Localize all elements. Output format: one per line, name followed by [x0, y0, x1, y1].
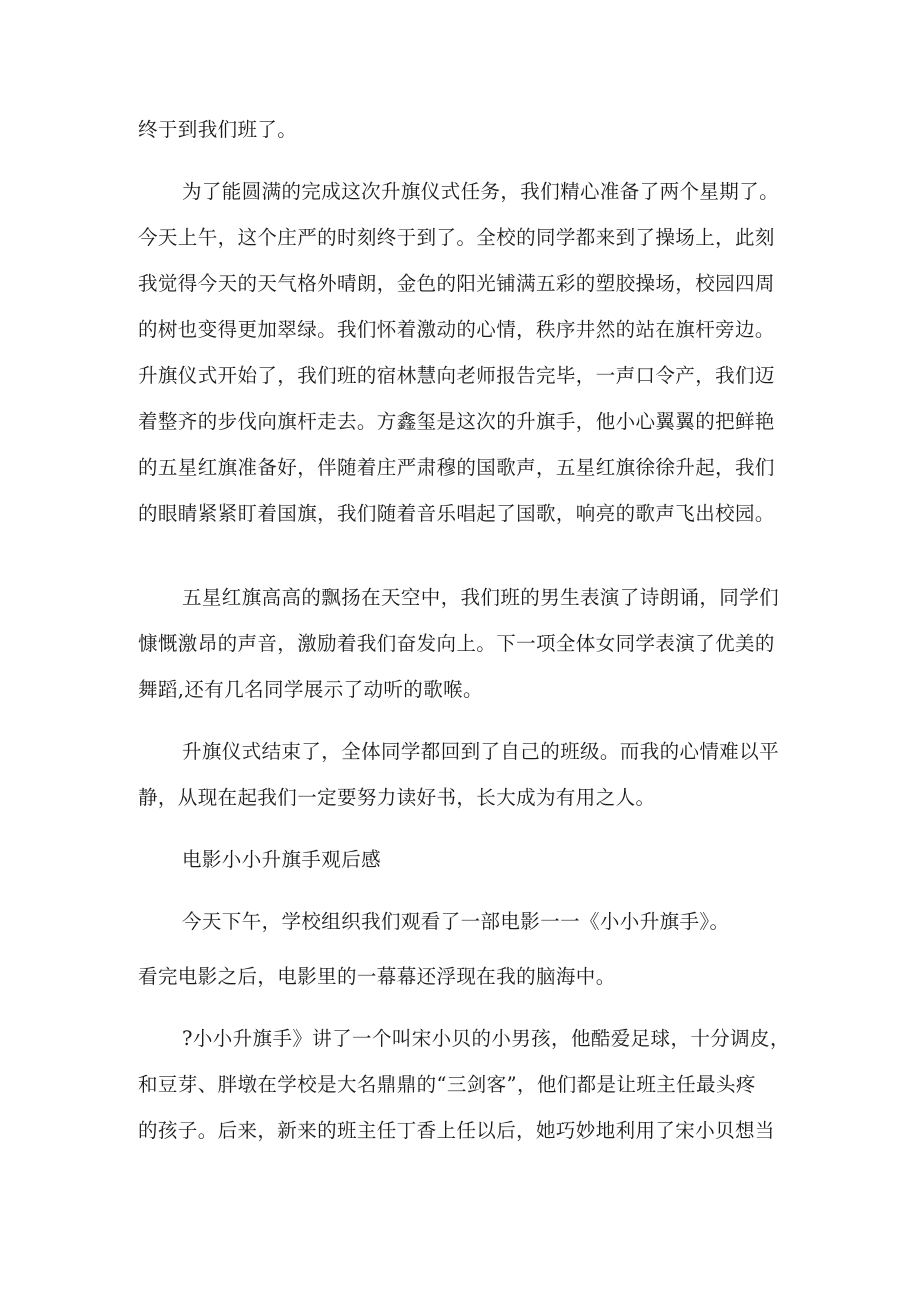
text-line: 今天下午，学校组织我们观看了一部电影一一《小小升旗手》。 [182, 910, 730, 933]
text-line: 为了能圆满的完成这次升旗仪式任务，我们精心准备了两个星期了。 [182, 180, 780, 203]
text-line: 的眼睛紧紧盯着国旗，我们随着音乐唱起了国歌，响亮的歌声飞出校园。 [138, 502, 775, 525]
text-line: 今天上午，这个庄严的时刻终于到了。全校的同学都来到了操场上，此刻 [138, 226, 775, 249]
text-line: ?小小升旗手》讲了一个叫宋小贝的小男孩，他酷爱足球，十分调皮， [182, 1027, 790, 1050]
paragraph-7 [138, 954, 788, 1000]
text-line: 和豆芽、胖墩在学校是大名鼎鼎的“三剑客”，他们都是让班主任最头疼 [138, 1073, 756, 1096]
text-line: 看完电影之后，电影里的一幕幕还浮现在我的脑海中。 [138, 965, 616, 988]
paragraph-1 [138, 107, 788, 153]
paragraph-2 [138, 169, 788, 537]
text-line: 终于到我们班了。 [138, 118, 298, 141]
text-line: 升旗仪式结束了，全体同学都回到了自己的班级。而我的心情难以平 [182, 740, 780, 763]
text-line: 的五星红旗准备好，伴随着庄严肃穆的国歌声，五星红旗徐徐升起，我们 [138, 456, 775, 479]
text-line: 的孩子。后来，新来的班主任丁香上任以后，她巧妙地利用了宋小贝想当 [138, 1119, 775, 1142]
heading-text: 电影小小升旗手观后感 [182, 848, 382, 871]
paragraph-6 [138, 899, 788, 945]
paragraph-4 [138, 729, 788, 821]
text-line: 静，从现在起我们一定要努力读好书，长大成为有用之人。 [138, 786, 656, 809]
text-line: 升旗仪式开始了，我们班的宿林慧向老师报告完毕，一声口令产，我们迈 [138, 364, 775, 387]
text-line: 我觉得今天的天气格外晴朗，金色的阳光铺满五彩的塑胶操场，校园四周 [138, 272, 775, 295]
section-heading [138, 837, 788, 883]
paragraph-8 [138, 1016, 788, 1154]
text-line: 慷慨激昂的声音，激励着我们奋发向上。下一项全体女同学表演了优美的 [138, 632, 775, 655]
text-line: 五星红旗高高的飘扬在天空中，我们班的男生表演了诗朗诵，同学们 [182, 586, 780, 609]
text-line: 着整齐的步伐向旗杆走去。方鑫玺是这次的升旗手，他小心翼翼的把鲜艳 [138, 410, 775, 433]
text-line: 的树也变得更加翠绿。我们怀着激动的心情，秩序井然的站在旗杆旁边。 [138, 318, 775, 341]
text-line: 舞蹈,还有几名同学展示了动听的歌喉。 [138, 678, 483, 701]
paragraph-3 [138, 575, 788, 713]
